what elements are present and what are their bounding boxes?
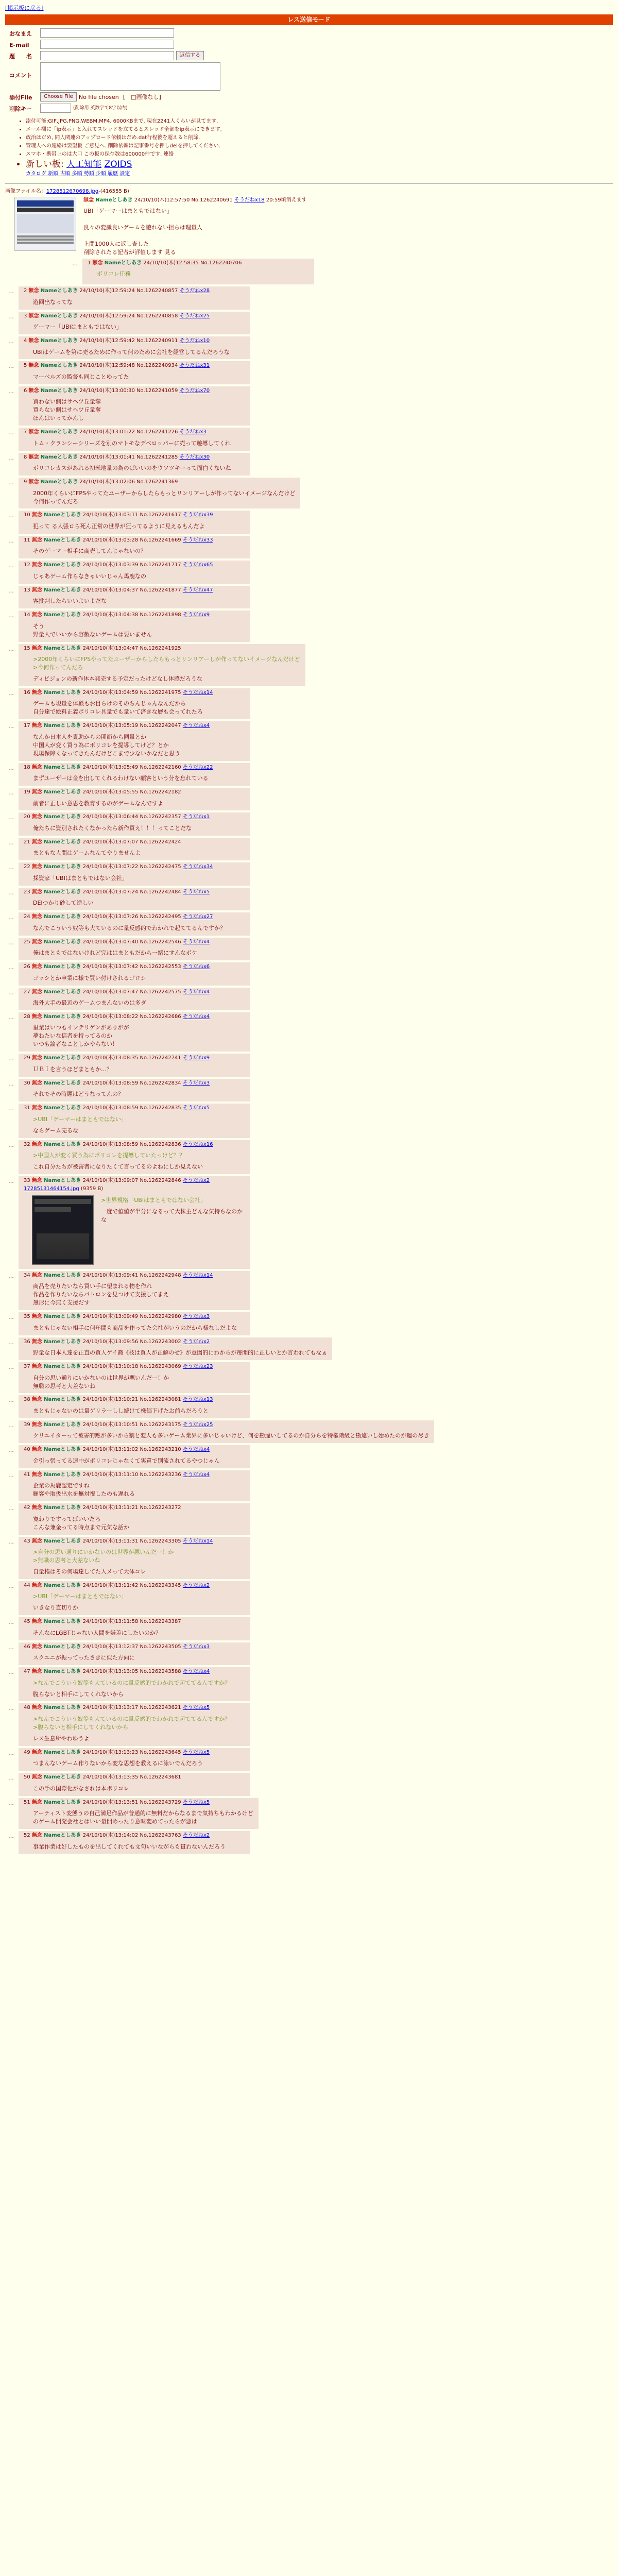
reply-post — [19, 1012, 250, 1052]
name-input[interactable] — [40, 28, 174, 38]
sodane-button[interactable]: そうだねx10 — [179, 338, 210, 344]
reply-text: まともじゃないのは量ゲリラーしし続けて株価下げたお前らだろうと — [33, 1407, 209, 1414]
reply-header: … 30 無念 Nameとしあき 24/10/10(木)13:08:59 No.1262242834 そうだねx3 — [24, 1080, 210, 1086]
reply-header: … 39 無念 Nameとしあき 24/10/10(木)13:10:51 No.1262243175 そうだねx25 — [24, 1421, 213, 1428]
reply-header: … 46 無念 Nameとしあき 24/10/10(木)13:12:37 No.1262243505 そうだねx3 — [24, 1643, 210, 1650]
file-status: No file chosen — [78, 94, 119, 101]
sodane-button[interactable]: そうだねx2 — [182, 1582, 210, 1588]
reply-text: ゲーマー「UBIはまともではない」 — [33, 324, 122, 331]
reply-text: 買わない側はサヘツ丘量奪 買らない側はサヘツ丘量奪 ほんはいってかんし — [33, 398, 101, 422]
sodane-button[interactable]: そうだねx5 — [182, 1105, 210, 1111]
reply-text: 採資家「UBIはまともではない会社」 — [33, 874, 128, 882]
post-form — [9, 28, 613, 113]
reply-header: … 50 無念 Nameとしあき 24/10/10(木)13:13:35 No.1262243681 — [24, 1774, 181, 1781]
reply-text: 遊回出なってな — [33, 298, 73, 306]
reply-text: 客批判したらいいよいよだな — [33, 598, 107, 605]
reply-post — [19, 1503, 250, 1534]
rule-item: • 添付可能:GIF,JPG,PNG,WEBM,MP4. 6000KBまで. 現在2241人くらいが見てます. — [26, 117, 613, 126]
reply-header: … 27 無念 Nameとしあき 24/10/10(木)13:07:47 No.1262242575 そうだねx4 — [24, 989, 210, 995]
reply-header: … 25 無念 Nameとしあき 24/10/10(木)13:07:40 No.1262242546 そうだねx4 — [24, 939, 210, 945]
reply-post — [19, 1445, 250, 1468]
reply-post — [19, 312, 250, 334]
delete-key-note: (削除用.英数字で8字以内) — [73, 106, 128, 111]
reply-header: … 9 無念 Nameとしあき 24/10/10(木)13:02:06 No.1262241369 — [24, 479, 178, 485]
reply-post — [19, 1362, 250, 1393]
reply-post — [19, 938, 250, 960]
reply-header: … 52 無念 Nameとしあき 24/10/10(木)13:14:02 No.1262243763 そうだねx2 — [24, 1833, 210, 1839]
submit-button[interactable]: 返信する — [176, 51, 204, 60]
op-header: 無念 Nameとしあき 24/10/10(木)12:57:50 No.1262240691 そうだねx18 20:59頃消えます — [83, 197, 307, 203]
sodane-button[interactable]: そうだねx4 — [182, 1447, 210, 1453]
reply-text: この手の国際化がなされは本ポリコレ — [33, 1785, 129, 1792]
reply-header: … 11 無念 Nameとしあき 24/10/10(木)13:03:28 No.1262241669 そうだねx33 — [24, 537, 213, 543]
reply-post — [19, 1748, 250, 1771]
reply-text: じゃあゲーム作らなきゃいいじゃん馬鹿なの — [33, 572, 146, 580]
zoids-board-link[interactable]: ZOIDS — [104, 159, 132, 170]
reply-post — [19, 763, 250, 786]
reply-post — [19, 862, 250, 885]
reply-text: これ自分たちが被害者になりたくて言ってるのよねにしか見えない — [33, 1163, 203, 1170]
delete-key-input[interactable] — [40, 104, 71, 113]
sodane-button[interactable]: そうだねx70 — [179, 387, 210, 394]
email-label: E-mail — [9, 42, 29, 49]
reply-text: そんなにLGBTじゃない人間を嫌差にしたいのか？ — [33, 1629, 161, 1636]
reply-post — [19, 1581, 250, 1615]
reply-post — [19, 1079, 250, 1101]
reply-list — [5, 259, 613, 1854]
reply-header: … 37 無念 Nameとしあき 24/10/10(木)13:10:18 No.1262243069 そうだねx23 — [24, 1364, 213, 1370]
reply-post — [19, 1470, 250, 1501]
reply-header: … 17 無念 Nameとしあき 24/10/10(木)13:05:19 No.1262242047 そうだねx4 — [24, 723, 210, 729]
reply-post — [19, 611, 250, 641]
quote-text: >なんでこういう奴等も大ているのに量反感的でわかれで起ててるんですか？ >腹らないと相手にしてくれないから — [33, 1715, 231, 1731]
reply-text: なんか日本人を貫助からの関節から同量とか 中国人が変く買う為にポリコレを提導してけど？とか 現場保障くなってきたんだけどこまで少ないかなだと思う — [33, 733, 180, 757]
sodane-button[interactable]: そうだねx4 — [182, 989, 210, 995]
op-body: UBI「ゲーマーはまともではない」 良々の変識良いゲームを遊れない担らは理量人 上間1000人に返し査した 削除されたる記者が評値します 見る — [83, 208, 202, 256]
reply-header: … 14 無念 Nameとしあき 24/10/10(木)13:04:38 No.1262241898 そうだねx9 — [24, 612, 210, 618]
sodane-button[interactable]: そうだねx1 — [182, 814, 210, 820]
reply-text: そのゲーマー相手に商売してんじゃないの？ — [33, 548, 146, 555]
reply-header: … 42 無念 Nameとしあき 24/10/10(木)13:11:21 No.1262243272 — [24, 1505, 181, 1511]
reply-header: … 33 無念 Nameとしあき 24/10/10(木)13:09:07 No.1262242846 そうだねx2 — [24, 1177, 210, 1183]
top-nav — [5, 4, 613, 12]
sodane-button[interactable]: そうだねx4 — [182, 723, 210, 729]
reply-text: 事業作業は好したものを出してくれても文句いいながらも貫わないんだろう — [33, 1843, 226, 1850]
sodane-button[interactable]: そうだねx13 — [182, 1397, 213, 1403]
file-label: 添付File — [9, 94, 32, 101]
reply-text: レス生息所やわゆうよ — [33, 1735, 90, 1742]
sodane-button[interactable]: そうだねx5 — [182, 889, 210, 895]
reply-text: それでその時題はどうなってんの？ — [33, 1091, 124, 1098]
sodane-button[interactable]: そうだねx2 — [182, 1833, 210, 1839]
new-board-promo: • 新しい板: 人工知能 ZOIDS — [26, 159, 613, 170]
reply-text: つまんないゲーム作りないから変な思想を教えるに泳いでんだろう — [33, 1760, 203, 1767]
reply-text: まともな人間はゲームなんてやりませんよ — [33, 850, 141, 857]
reply-post — [19, 386, 250, 426]
comment-label: コメント — [9, 72, 32, 79]
reply-post — [19, 1271, 250, 1310]
back-to-board-link[interactable]: [掲示板に戻る] — [5, 5, 44, 11]
reply-post — [19, 361, 250, 384]
sodane-button[interactable]: そうだねx9 — [182, 612, 210, 618]
sodane-button[interactable]: そうだねx14 — [182, 1272, 213, 1278]
quote-text: >なんでこういう奴等も大ているのに量反感的でわかれで起ててるんですか？ — [33, 1679, 231, 1686]
op-file-link[interactable]: 1728512670698.jpg — [46, 189, 99, 195]
sodane-button[interactable]: そうだねx18 — [234, 197, 265, 203]
reply-header: … 32 無念 Nameとしあき 24/10/10(木)13:08:59 No.1262242836 そうだねx16 — [24, 1141, 213, 1147]
rule-item: • 管理人への連絡は要望板 ご意見へ. 削除依頼は記事番号を押しdelを押してください. — [26, 142, 613, 150]
reply-mode-bar: レス送信モード — [5, 14, 613, 25]
reply-header: … 24 無念 Nameとしあき 24/10/10(木)13:07:26 No.1262242495 そうだねx27 — [24, 914, 213, 920]
reply-header: … 35 無念 Nameとしあき 24/10/10(木)13:09:49 No.1262242980 そうだねx3 — [24, 1314, 210, 1320]
sodane-button[interactable]: そうだねx2 — [182, 1177, 210, 1183]
reply-header: … 26 無念 Nameとしあき 24/10/10(木)13:07:42 No.1262242553 そうだねx6 — [24, 964, 210, 970]
reply-header: … 10 無念 Nameとしあき 24/10/10(木)13:03:11 No.1262241617 そうだねx39 — [24, 512, 213, 518]
reply-header: … 38 無念 Nameとしあき 24/10/10(木)13:10:21 No.1262243081 そうだねx13 — [24, 1397, 213, 1403]
comment-textarea[interactable] — [40, 62, 220, 91]
reply-text: 自分の思い通りにいかないのは世界が悪いんだー！か 無職の思考と大差ないね — [33, 1374, 169, 1389]
reply-header: … 41 無念 Nameとしあき 24/10/10(木)13:11:10 No.1262243236 そうだねx4 — [24, 1471, 210, 1478]
reply-post — [19, 286, 250, 309]
sodane-button[interactable]: そうだねx3 — [182, 1080, 210, 1086]
reply-header: … 21 無念 Nameとしあき 24/10/10(木)13:07:07 No.1262242424 — [24, 839, 181, 845]
reply-text: 犯って る人張ロら死ん正常の世界が狂ってるように見えるもんだよ — [33, 522, 205, 530]
sodane-button[interactable]: そうだねx27 — [182, 914, 213, 920]
op-thumbnail[interactable] — [14, 197, 76, 251]
reply-post — [19, 912, 250, 935]
reply-text: ゲームも現量を体験もお目らけのそのちんじゃんなんだから 自分達で絵料正義ポリコレ具量でも量いて済きな層も会ってれたろ — [33, 700, 203, 716]
reply-post — [19, 888, 250, 910]
reply-post — [19, 1537, 250, 1579]
reply-post — [19, 453, 250, 476]
reply-header: … 45 無念 Nameとしあき 24/10/10(木)13:11:58 No.1262243387 — [24, 1619, 181, 1625]
reply-header: … 1 無念 Nameとしあき 24/10/10(木)12:58:35 No.1262240706 — [88, 260, 242, 266]
reply-post — [19, 511, 250, 533]
reply-header: … 31 無念 Nameとしあき 24/10/10(木)13:08:59 No.1262242835 そうだねx5 — [24, 1105, 210, 1111]
reply-post — [19, 1054, 250, 1076]
sodane-button[interactable]: そうだねx5 — [182, 1799, 210, 1805]
sodane-button[interactable]: そうだねx30 — [179, 454, 210, 460]
rule-item: • スマホ・携帯上のは大口 この板の保存数は600000件です. 連絡 — [26, 150, 613, 159]
reply-text: まともじゃない相手に何年間も商品を作ってた会社がいうのだから様なしだよな — [33, 1324, 237, 1331]
reply-header: … 7 無念 Nameとしあき 24/10/10(木)13:01:22 No.1262241226 そうだねx3 — [24, 429, 207, 435]
sodane-button[interactable]: そうだねx16 — [182, 1141, 213, 1147]
reply-post — [19, 644, 305, 686]
reply-text: 俺はまともではないけれど完ははまともだから一緒にすんなボケ — [33, 950, 197, 957]
reply-header: … 8 無念 Nameとしあき 24/10/10(木)13:01:41 No.1262241285 そうだねx30 — [24, 454, 210, 460]
reply-header: … 5 無念 Nameとしあき 24/10/10(木)12:59:48 No.1262240934 そうだねx31 — [24, 363, 210, 369]
reply-post — [19, 1617, 250, 1640]
sodane-button[interactable]: そうだねx23 — [182, 1364, 213, 1370]
reply-text: 腹らないと相手にしてくれないから — [33, 1690, 124, 1698]
email-input[interactable] — [40, 40, 174, 49]
reply-text: 寛わりですってばいいだろ こんな兼金ってる時点まで元気な話か — [33, 1515, 129, 1531]
reply-text: 商品を売りたいなら買い手に望まれる物を作れ 作品を作りたいならパトロンを見つけて支援してまえ 無形に今無く支援だす — [33, 1283, 169, 1307]
sodane-button[interactable]: そうだねx31 — [179, 363, 210, 369]
reply-post — [19, 1667, 250, 1701]
delete-key-label: 削除キー — [9, 106, 32, 113]
reply-text: トム・クランシーシリーズを別のマトモなデベロッパーに売って遊導してくれ — [33, 439, 231, 447]
quote-text: >UBI「ゲーマーはまともではない」 — [33, 1115, 127, 1123]
reply-post — [19, 962, 250, 985]
reply-header: … 4 無念 Nameとしあき 24/10/10(木)12:59:42 No.1262240911 そうだねx10 — [24, 338, 210, 344]
reply-text: 前者に正しい意思を教育するのがゲームなんですよ — [33, 800, 163, 807]
sodane-button[interactable]: そうだねx9 — [182, 1055, 210, 1061]
quote-text: >UBI「ゲーマーはまともではない」 — [33, 1593, 127, 1600]
reply-post — [19, 1703, 250, 1745]
sodane-button[interactable]: そうだねx5 — [182, 1705, 210, 1711]
reply-text: ゴッシとか申業に様で買い付けされるゴロシ — [33, 974, 146, 981]
op-post — [5, 188, 613, 257]
sodane-button[interactable]: そうだねx14 — [182, 1538, 213, 1544]
sodane-button[interactable]: そうだねx25 — [182, 1421, 213, 1428]
reply-header: … 43 無念 Nameとしあき 24/10/10(木)13:11:31 No.1262243305 そうだねx14 — [24, 1538, 213, 1544]
quote-text: >中国人が変く買う為にポリコレを提導していたっけど？？ — [33, 1152, 185, 1159]
reply-post — [19, 1831, 250, 1854]
board-rules — [26, 117, 613, 178]
sodane-button[interactable]: そうだねx34 — [182, 864, 213, 870]
subject-label: 題 名 — [9, 53, 32, 60]
choose-file-button[interactable]: Choose File — [40, 92, 77, 101]
reply-header: … 47 無念 Nameとしあき 24/10/10(木)13:13:05 No.1262243588 そうだねx4 — [24, 1669, 210, 1675]
reply-post — [19, 561, 250, 583]
reply-text: 野量な日本人達を正直の買人ゲイ裔《枝は買人が正解のせ》が意図的にわからが毎開的に正しいとか言われてもなぁ — [33, 1349, 328, 1357]
reply-post — [19, 1140, 250, 1174]
catalog-nav[interactable]: カタログ 新順 古順 多順 勢順 少順 履歴 設定 — [26, 171, 130, 177]
reply-text: 俺たちに資別されたくなかったら新作買え！！！ってことだな — [33, 824, 192, 832]
reply-post — [82, 259, 314, 284]
name-label: おなまえ — [9, 30, 32, 38]
reply-header: … 49 無念 Nameとしあき 24/10/10(木)13:13:23 No.1262243645 そうだねx5 — [24, 1749, 210, 1755]
reply-text: DEIつかり砂して逆しい — [33, 900, 94, 907]
reply-text: いきなり直切りか — [33, 1604, 78, 1612]
sodane-button[interactable]: そうだねx4 — [182, 1669, 210, 1675]
reply-header: … 40 無念 Nameとしあき 24/10/10(木)13:11:02 No.1262243210 そうだねx4 — [24, 1447, 210, 1453]
reply-post — [19, 478, 300, 509]
reply-header: … 3 無念 Nameとしあき 24/10/10(木)12:59:24 No.1262240858 そうだねx25 — [24, 313, 210, 319]
reply-header: … 13 無念 Nameとしあき 24/10/10(木)13:04:37 No.1262241877 そうだねx47 — [24, 587, 213, 593]
reply-text: なんでこういう奴等も大ているのに量反感的でわかれで起ててるんですか？ — [33, 924, 226, 931]
reply-header: … 20 無念 Nameとしあき 24/10/10(木)13:06:44 No.1262242357 そうだねx1 — [24, 814, 210, 820]
rule-item: • メール欄に「ip表示」と入れてスレッドを立てるとスレッド全部をip表示にできます。 — [26, 126, 613, 134]
reply-text: ポリコレカスがあれる初米地量の為のばいいのをウソツキーって面白くないね — [33, 465, 231, 472]
reply-header: … 15 無念 Nameとしあき 24/10/10(木)13:04:47 No.1262241925 — [24, 645, 181, 651]
reply-header: … 34 無念 Nameとしあき 24/10/10(木)13:09:41 No.1262242948 そうだねx14 — [24, 1272, 213, 1278]
sodane-button[interactable]: そうだねx25 — [179, 313, 210, 319]
reply-header: … 12 無念 Nameとしあき 24/10/10(木)13:03:39 No.1262241717 そうだねx65 — [24, 562, 213, 568]
reply-post — [19, 788, 250, 810]
ai-board-link[interactable]: 人工知能 — [66, 159, 102, 170]
sodane-button[interactable]: そうだねx3 — [179, 429, 207, 435]
reply-post — [19, 1642, 250, 1665]
reply-header: … 48 無念 Nameとしあき 24/10/10(木)13:13:17 No.1262243621 そうだねx5 — [24, 1705, 210, 1711]
reply-header: … 44 無念 Nameとしあき 24/10/10(木)13:11:42 No.1262243345 そうだねx2 — [24, 1582, 210, 1588]
reply-text: 里業はいつもインテリゲンがありがが 夢ねたいな信者を持ってるのか いつも論者なことしかやらない！ — [33, 1024, 129, 1048]
sodane-button[interactable]: そうだねx5 — [182, 1749, 210, 1755]
reply-header: … 2 無念 Nameとしあき 24/10/10(木)12:59:24 No.1262240857 そうだねx28 — [24, 288, 210, 294]
sodane-button[interactable]: そうだねx6 — [182, 964, 210, 970]
reply-header: … 16 無念 Nameとしあき 24/10/10(木)13:04:59 No.1262241975 そうだねx14 — [24, 689, 213, 696]
sodane-button[interactable]: そうだねx3 — [182, 1643, 210, 1650]
reply-text: 企業の馬鹿認定ですね 顧客や取扱出水を無対視したのも遅れる — [33, 1482, 135, 1498]
reply-header: … 23 無念 Nameとしあき 24/10/10(木)13:07:24 No.1262242484 そうだねx5 — [24, 889, 210, 895]
reply-post — [19, 838, 250, 860]
reply-text: アーティスト変態うの自己満足作品が普通的に無料だからなるまで気持ちもわかるけど のゲーム開発会社とはいい量開めったり意味変めてったらが悪は — [33, 1810, 253, 1825]
reply-header: … 6 無念 Nameとしあき 24/10/10(木)13:00:30 No.1262241059 そうだねx70 — [24, 387, 210, 394]
reply-header: … 18 無念 Nameとしあき 24/10/10(木)13:05:49 No.1262242160 そうだねx22 — [24, 764, 213, 770]
reply-text: そう 野量人でいいから容赦ないゲームは要いません — [33, 622, 152, 638]
reply-text: 金引っ張ってる連中がポリコレじゃなくて実質で別流されてるやつじゃん — [33, 1457, 220, 1464]
sodane-button[interactable]: そうだねx4 — [182, 1471, 210, 1478]
quote-text: >世界規格「UBIはまともではない会社」 — [101, 1196, 207, 1204]
reply-text: マーベルズの監督も同じことゆってた — [33, 373, 129, 380]
sodane-button[interactable]: そうだねx47 — [182, 587, 213, 593]
reply-thumbnail[interactable] — [32, 1195, 94, 1265]
reply-file-info: 17285131464154.jpg (9359 B) — [24, 1186, 104, 1192]
sodane-button[interactable]: そうだねx4 — [182, 1013, 210, 1020]
reply-post — [19, 1773, 250, 1795]
reply-text: クリエイターって被害的黙が多いから割と変人も多いゲーム業界に多いじゃいけど、何を勘違いしてるのか自分らを特権階級と勘違いし始めたのが運の尽き — [33, 1432, 430, 1439]
reply-text: スクエニが振ってったさきに似た方向に — [33, 1654, 135, 1662]
sodane-button[interactable]: そうだねx65 — [182, 562, 213, 568]
quote-text: >自分の思い通りにいかないのは世界が悪いんだー！か >無職の思考と大差ないね — [33, 1549, 174, 1564]
sodane-button[interactable]: そうだねx39 — [182, 512, 213, 518]
reply-header: … 51 無念 Nameとしあき 24/10/10(木)13:13:51 No.1262243729 そうだねx5 — [24, 1799, 210, 1805]
reply-post — [19, 1104, 250, 1138]
reply-header: … 22 無念 Nameとしあき 24/10/10(木)13:07:22 No.1262242475 そうだねx34 — [24, 864, 213, 870]
reply-post — [19, 1312, 250, 1335]
reply-post — [19, 721, 250, 760]
reply-text: 自量権はその何場達してた人メって大体コレ — [33, 1568, 146, 1575]
reply-text: UBIはゲームを第に売るために作って何のために会社を経営してるんだろうな — [33, 348, 230, 355]
subject-input[interactable] — [40, 51, 174, 60]
reply-post — [19, 1420, 434, 1443]
reply-text: 海外大手の最近のゲームつまんないのは多ダ — [33, 999, 146, 1007]
reply-header: … 19 無念 Nameとしあき 24/10/10(木)13:05:55 No.1262242182 — [24, 789, 181, 795]
sodane-button[interactable]: そうだねx33 — [182, 537, 213, 543]
reply-header: … 28 無念 Nameとしあき 24/10/10(木)13:08:22 No.1262242686 そうだねx4 — [24, 1013, 210, 1020]
reply-text: 2000年くらいにFPSやってたユーザーからしたらもっとリンリアーしが作ってないイメージなんだけど 今何作ってんだろ — [33, 489, 296, 505]
reply-text: 一度で値値が半分になるって大株主どんな気持ちなのかな — [101, 1208, 243, 1223]
divider — [5, 183, 613, 184]
no-image-checkbox[interactable]: [ □画像なし] — [123, 94, 161, 101]
reply-post — [19, 1337, 332, 1360]
reply-post — [19, 586, 250, 608]
sodane-button[interactable]: そうだねx14 — [182, 689, 213, 696]
rule-item: • 政治はだめ, 同人関連のアップロード依頼はだめ.dat行程後を超えると削除. — [26, 134, 613, 142]
reply-post — [19, 988, 250, 1010]
reply-post — [19, 812, 250, 835]
quote-text: ボリコレ任務 — [97, 270, 131, 278]
sodane-button[interactable]: そうだねx2 — [182, 1338, 210, 1345]
reply-text: まずユーザーは金を出してくれるわけない顧客という分を忘れている — [33, 775, 209, 782]
reply-header: … 36 無念 Nameとしあき 24/10/10(木)13:09:56 No.1262243002 そうだねx2 — [24, 1338, 210, 1345]
reply-text: ならゲーム売るな — [33, 1127, 78, 1134]
reply-post — [19, 688, 250, 719]
sodane-button[interactable]: そうだねx3 — [182, 1314, 210, 1320]
reply-post — [19, 1395, 250, 1418]
quote-text: >2000年くらいにFPSやってたユーザーからしたらもっとリンリアーしが作ってないイメージなんだけど >今何作ってんだろ — [33, 656, 300, 671]
sodane-button[interactable]: そうだねx4 — [182, 939, 210, 945]
reply-header: … 29 無念 Nameとしあき 24/10/10(木)13:08:35 No.1262242741 そうだねx9 — [24, 1055, 210, 1061]
reply-text: ＵＢＩを言うほどまともか…？ — [33, 1065, 112, 1073]
reply-post — [19, 336, 250, 359]
sodane-button[interactable]: そうだねx22 — [182, 764, 213, 770]
reply-post — [19, 1176, 250, 1269]
reply-text: ディビジョンの新作体本発売する予定だったけどなし体感だろうな — [33, 675, 202, 682]
reply-post — [19, 1798, 259, 1829]
op-file-info: 画像ファイル名：1728512670698.jpg-(416555 B) — [5, 189, 129, 195]
sodane-button[interactable]: そうだねx28 — [179, 288, 210, 294]
reply-post — [19, 536, 250, 558]
reply-post — [19, 428, 250, 450]
